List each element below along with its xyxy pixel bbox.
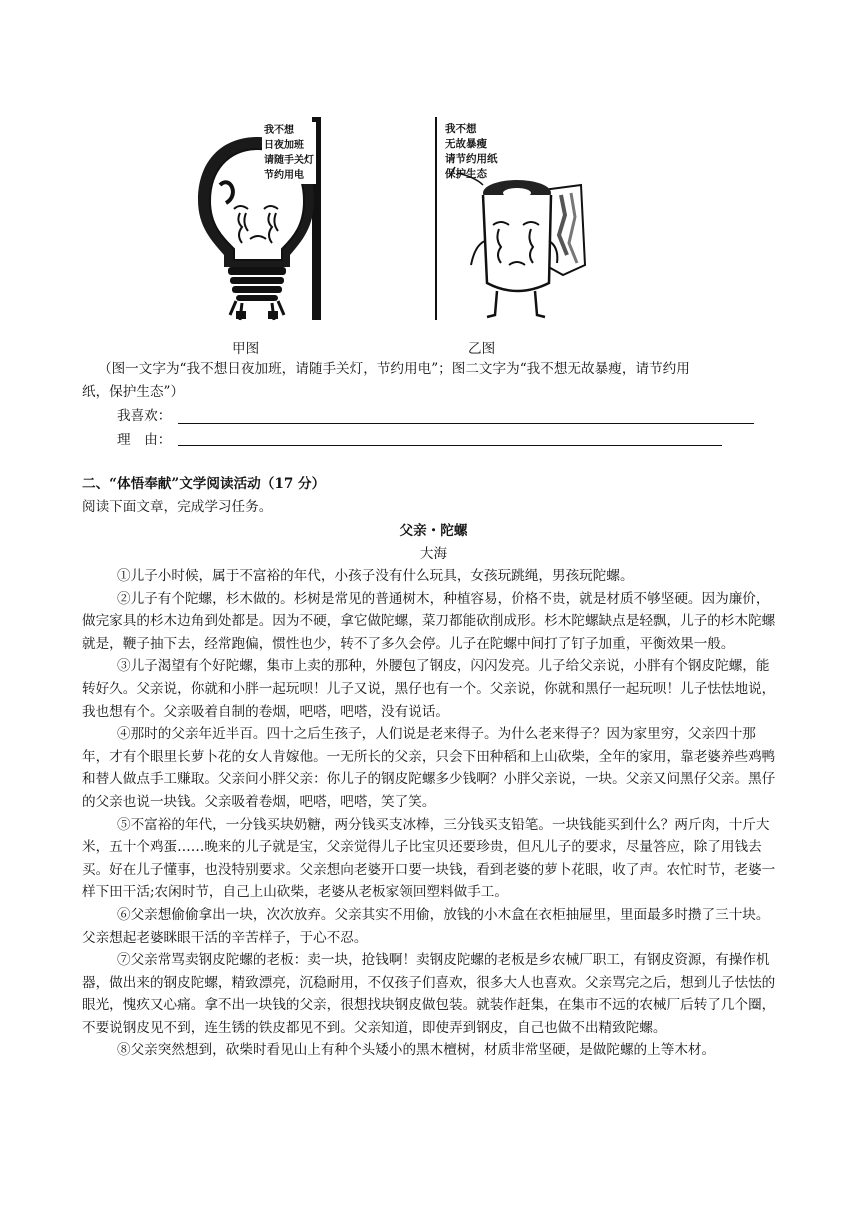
paragraph: ③儿子渴望有个好陀螺，集市上卖的那种，外腰包了钢皮，闪闪发亮。儿子给父亲说，小胖有个钢皮陀螺，能转好久。父亲说，你就和小胖一起玩呗！儿子又说，黑仔也有一个。父亲说，你就和黑仔一起玩呗！儿子怯怯地说，我也想有个。父亲吸着自制的卷烟，吧嗒，吧嗒，没有说话。 [82,658,776,720]
section-instruction: 阅读下面文章，完成学习任务。 [82,499,273,515]
paragraph: ⑥父亲想偷偷拿出一块，次次放弃。父亲其实不用偷，放钱的小木盒在衣柜抽屉里，里面最多时攒了三十块。父亲想起老婆眯眼干活的辛苦样子，于心不忍。 [82,906,770,946]
paragraph: ⑦父亲常骂卖钢皮陀螺的老板：卖一块，抢钱啊！卖钢皮陀螺的老板是乡农械厂职工，有钢皮资源，有操作机器，做出来的钢皮陀螺，精致漂亮，沉稳耐用，不仅孩子们喜欢，很多大人也喜欢。父亲骂完之后，想到儿子怯怯的眼光，愧疚又心痛。拿不出一块钱的父亲，很想找块钢皮做包装。就装作赶集，在集市不远的农械厂后转了几个圈，不要说钢皮见不到，连生锈的铁皮都见不到。父亲知道，即使弄到钢皮，自己也做不出精致陀螺。 [82,952,776,1036]
paper-roll-speech-text [445,122,498,182]
paper-text-line: 无故暴瘦 [445,138,487,150]
paragraph: ①儿子小时候，属于不富裕的年代，小孩子没有什么玩具，女孩玩跳绳，男孩玩陀螺。 [117,568,634,584]
bulb-text-line: 节约用电 [264,170,304,181]
caption-left: 甲图 [232,341,260,357]
reason-answer-line[interactable] [178,445,722,446]
paper-text-line: 保护生态 [445,168,487,180]
figure-note-line-2: 纸，保护生态”） [82,384,185,400]
paper-text-line: 我不想 [445,123,477,135]
article-body [82,565,782,1062]
caption-right: 乙图 [468,341,496,357]
paragraph: ②儿子有个陀螺，杉木做的。杉树是常见的普通树木，种植容易，价格不贵，就是材质不够坚硬。因为廉价，做完家具的杉木边角到处都是。因为不硬，拿它做陀螺，菜刀都能砍削成形。杉木陀螺缺点是轻飘，儿子的杉木陀螺就是，鞭子抽下去，经常跑偏，惯性也少，转不了多久会停。儿子在陀螺中间打了钉子加重，平衡效果一般。 [82,590,776,652]
figure-note-line-1: （图一文字为“我不想日夜加班，请随手关灯，节约用电”；图二文字为“我不想无故暴瘦，请节约用 [98,361,690,377]
like-answer-line[interactable] [178,423,754,424]
reason-label: 理 由： [117,432,172,448]
article-author: 大海 [419,546,448,562]
bulb-text-line: 请随手关灯 [264,155,314,166]
bulb-speech-text [262,122,316,184]
section-heading: 二、“体悟奉献”文学阅读活动（17 分） [82,476,326,492]
bulb-text-line: 我不想 [264,125,294,136]
paragraph: ④那时的父亲年近半百。四十之后生孩子，人们说是老来得子。为什么老来得子？因为家里穷，父亲四十那年，才有个眼里长萝卜花的女人肯嫁他。一无所长的父亲，只会下田种稻和上山砍柴，全年的家用，靠老婆养些鸡鸭和替人做点手工赚取。父亲问小胖父亲：你儿子的钢皮陀螺多少钱啊？小胖父亲说，一块。父亲又问黑仔父亲。黑仔的父亲也说一块钱。父亲吸着卷烟，吧嗒，吧嗒，笑了笑。 [82,726,776,810]
paragraph: ⑧父亲突然想到，砍柴时看见山上有种个头矮小的黑木檀树，材质非常坚硬，是做陀螺的上等木材。 [117,1042,716,1059]
paper-text-line: 请节约用纸 [445,153,498,165]
paragraph: ⑤不富裕的年代，一分钱买块奶糖，两分钱买支冰棒，三分钱买支铅笔。一块钱能买到什么？两斤肉，十斤大米，五十个鸡蛋……晚来的儿子就是宝，父亲觉得儿子比宝贝还要珍贵，但凡儿子的要求，尽量答应，除了用钱去买。好在儿子懂事，也没特别要求。父亲想向老婆开口要一块钱，看到老婆的萝卜花眼，收了声。农忙时节，老婆一样下田干活;农闲时节，自己上山砍柴，老婆从老板家领回塑料做手工。 [82,816,776,901]
article-title: 父亲・陀螺 [399,523,468,539]
bulb-text-line: 日夜加班 [264,140,304,151]
like-label: 我喜欢： [117,408,172,424]
